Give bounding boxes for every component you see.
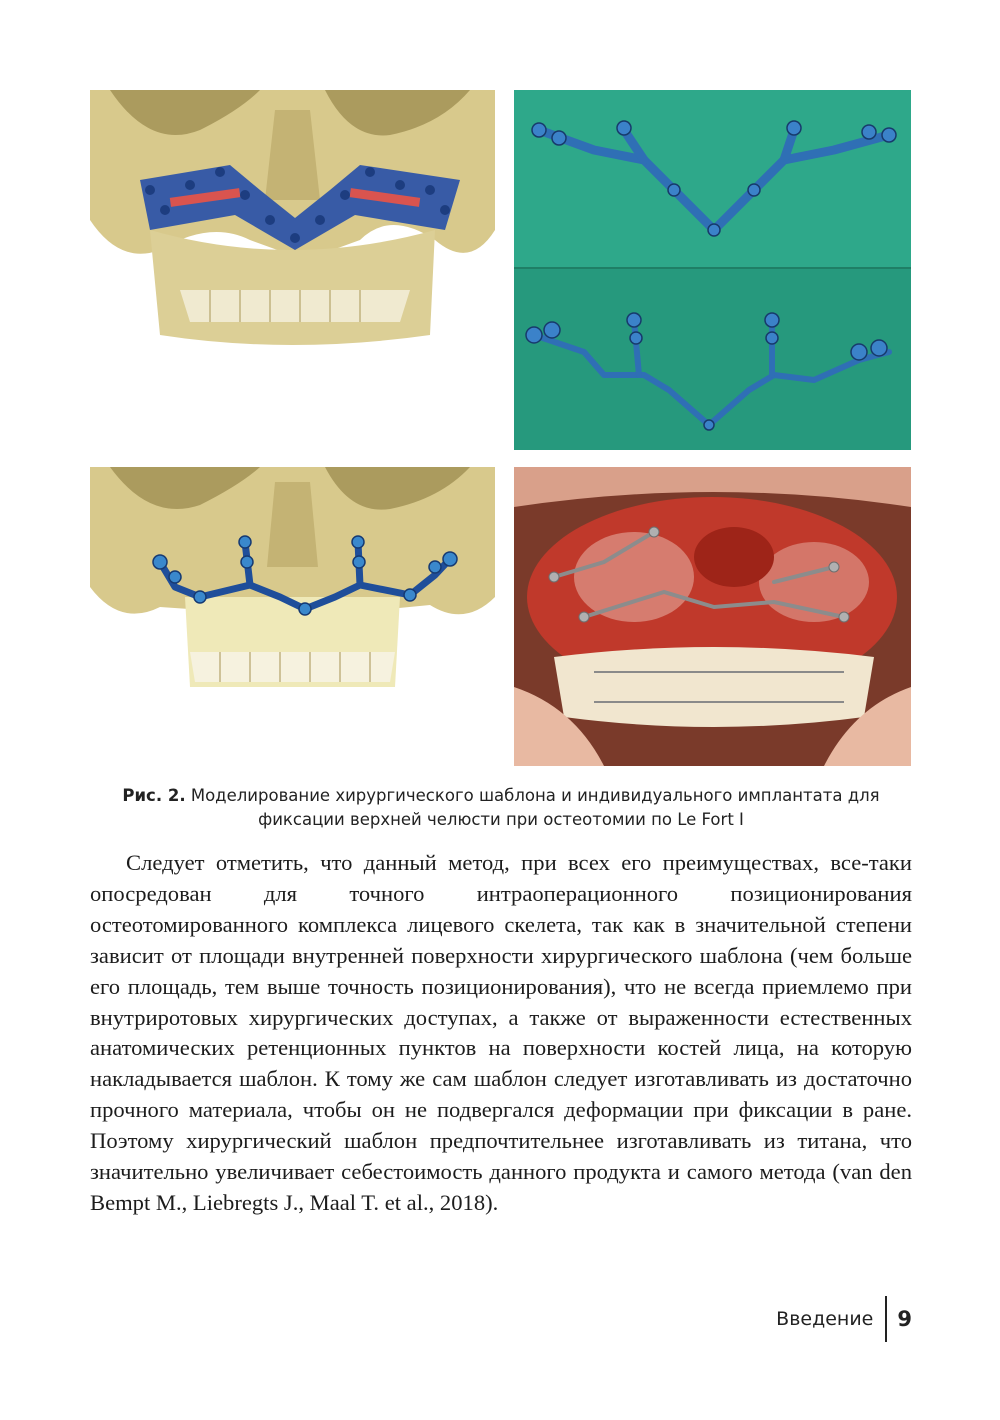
figure-caption-text: Моделирование хирургического шаблона и индивидуального имплантата для фиксации верхней челюсти при остеотомии по Le Fort I: [190, 786, 880, 829]
body-paragraph-text: Следует отметить, что данный метод, при всех его преимуществах, все-таки опосредован для точного интраоперационного позиционирования остеотомированного комплекса лицевого скелета, так как в значительной степени зависит от площади внутренней поверхности хирургического шаблона (чем больше его площадь, тем выше точность позиционирования), что не всегда приемлемо при внутриротовых хирургических доступах, а также от выраженности естественных анатомических ретенционных пунктов на поверхности костей лица, на которую накладывается шаблон. К тому же сам шаблон следует изготавливать из достаточно прочного материала, чтобы он не подвергался деформации при фиксации в ране. Поэтому хирургический шаблон предпочтительнее изготавливать из титана, что значительно увеличивает себестоимость данного продукта и самого метода (van den Bempt M., Liebregts J., Maal T. et al., 2018).: [90, 850, 912, 1215]
section-title: Введение: [776, 1308, 874, 1330]
figure-panel-intraoperative: [514, 467, 911, 766]
figure-panel-skull-guide: [90, 90, 495, 450]
body-paragraph: [90, 848, 912, 1219]
figure-panel-skull-implant: [90, 467, 495, 766]
figure-panel-implant-photo: [514, 90, 911, 450]
page-footer: [776, 1296, 912, 1342]
figure-caption-label: Рис. 2.: [122, 786, 186, 805]
figure-caption: [90, 784, 912, 832]
page-number: 9: [897, 1307, 912, 1331]
